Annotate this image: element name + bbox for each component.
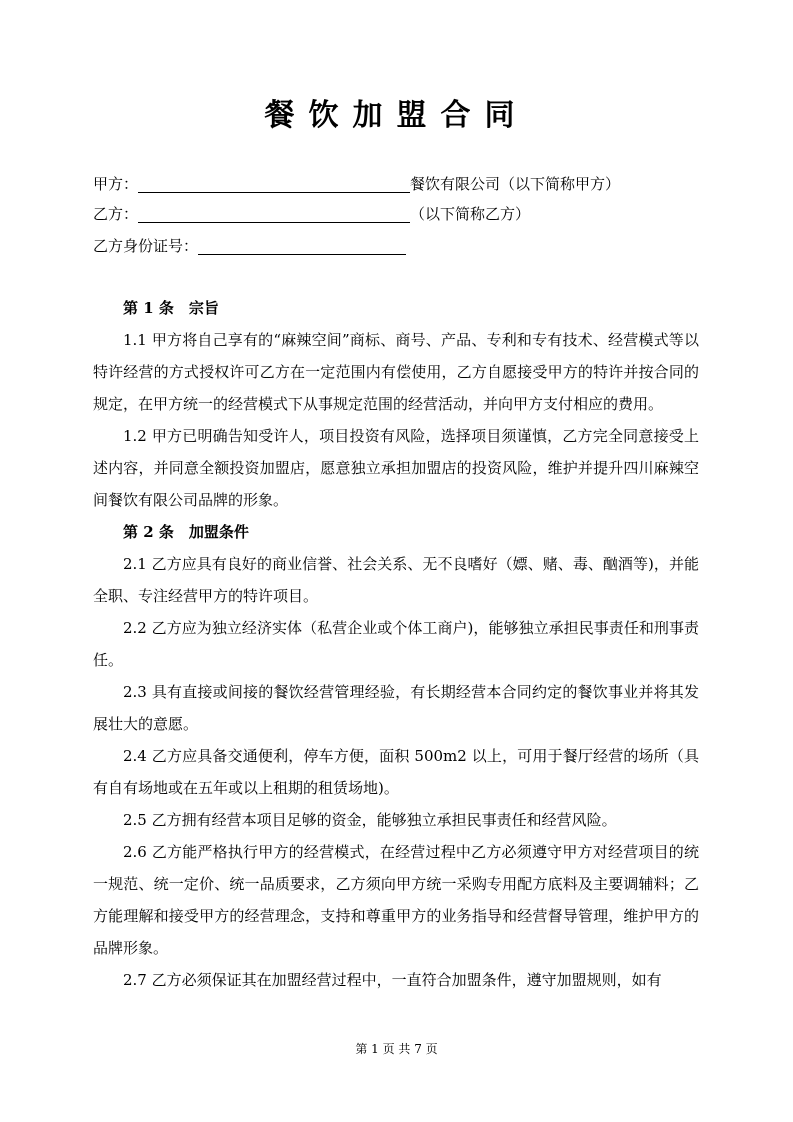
document-title: 餐饮加盟合同 <box>264 98 529 133</box>
party-b-id-blank[interactable] <box>198 238 406 255</box>
clause-paragraph: 2.3 具有直接或间接的餐饮经营管理经验，有长期经营本合同约定的餐饮事业并将其发展壮大的意愿。 <box>93 683 699 733</box>
party-b-blank[interactable] <box>138 206 410 223</box>
clause-paragraph: 2.5 乙方拥有经营本项目足够的资金，能够独立承担民事责任和经营风险。 <box>123 811 617 829</box>
party-b-line <box>93 203 530 225</box>
article-heading: 第 1 条 宗旨 <box>123 299 219 317</box>
party-b-suffix: （以下简称乙方） <box>410 205 531 223</box>
party-a-blank[interactable] <box>138 176 410 193</box>
clause-paragraph: 2.6 乙方能严格执行甲方的经营模式，在经营过程中乙方必须遵守甲方对经营项目的统一规范、统一定价、统一品质要求，乙方须向甲方统一采购专用配方底料及主要调辅料；乙方能理解和接受甲方的经营理念，支持和尊重甲方的业务指导和经营督导管理，维护甲方的品牌形象。 <box>93 843 699 957</box>
clause-paragraph: 2.4 乙方应具备交通便利，停车方便，面积 500m2 以上，可用于餐厅经营的场所（具有自有场地或在五年或以上租期的租赁场地)。 <box>93 747 699 797</box>
party-a-line <box>93 173 620 195</box>
clause-paragraph: 1.2 甲方已明确告知受许人，项目投资有风险，选择项目须谨慎，乙方完全同意接受上述内容，并同意全额投资加盟店，愿意独立承担加盟店的投资风险，维护并提升四川麻辣空间餐饮有限公司品牌的形象。 <box>93 427 699 509</box>
clause-paragraph: 2.2 乙方应为独立经济实体（私营企业或个体工商户)，能够独立承担民事责任和刑事责任。 <box>93 619 699 669</box>
party-b-id-label: 乙方身份证号： <box>93 237 199 255</box>
article-heading: 第 2 条 加盟条件 <box>123 523 249 541</box>
clause-paragraph: 2.1 乙方应具有良好的商业信誉、社会关系、无不良嗜好（嫖、赌、毒、酗酒等)，并能全职、专注经营甲方的特许项目。 <box>93 555 699 605</box>
party-a-suffix: 餐饮有限公司（以下简称甲方） <box>410 175 621 193</box>
party-b-label: 乙方： <box>93 205 139 223</box>
party-a-label: 甲方： <box>93 175 139 193</box>
clause-paragraph: 1.1 甲方将自己享有的“麻辣空间”商标、商号、产品、专利和专有技术、经营模式等以特许经营的方式授权许可乙方在一定范围内有偿使用，乙方自愿接受甲方的特许并按合同的规定，在甲方统一的经营模式下从事规定范围的经营活动，并向甲方支付相应的费用。 <box>93 331 699 413</box>
clause-paragraph: 2.7 乙方必须保证其在加盟经营过程中，一直符合加盟条件，遵守加盟规则，如有 <box>123 971 662 989</box>
page-number: 第 1 页 共 7 页 <box>355 1042 438 1056</box>
party-b-id-line <box>93 235 406 257</box>
contract-body <box>93 292 699 996</box>
